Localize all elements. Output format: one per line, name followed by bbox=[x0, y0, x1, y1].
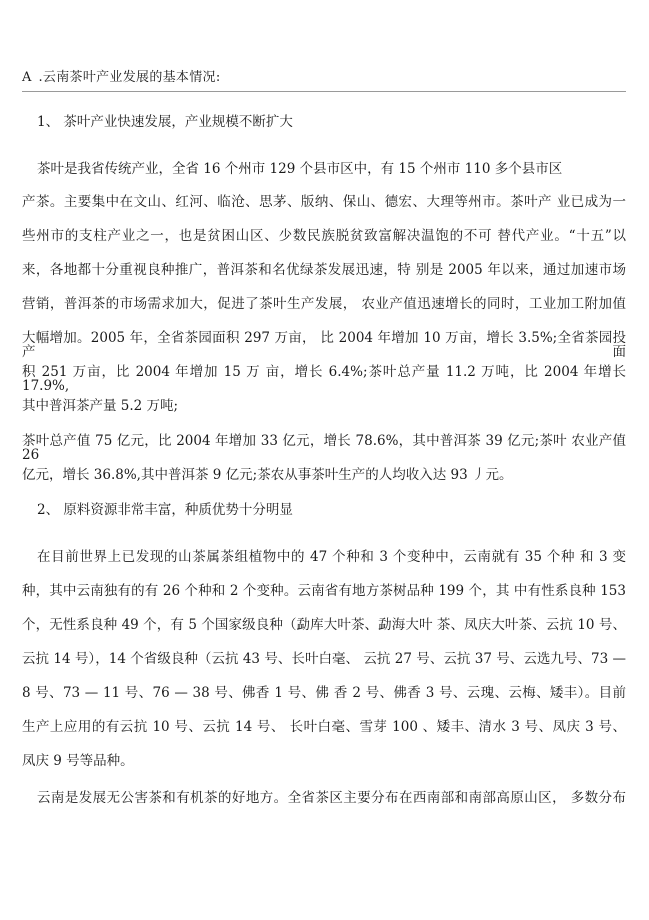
paragraph-line: 个，无性系良种 49 个，有 5 个国家级良种（勐库大叶茶、勐海大叶 茶、凤庆大叶茶、云抗 10 号、 bbox=[22, 617, 626, 633]
paragraph-line: 8 号、73 — 11 号、76 — 38 号、佛香 1 号、佛 香 2 号、佛香 3 号、云瑰、云梅、矮丰）。目前 bbox=[22, 685, 626, 701]
section1-heading: 1、 茶叶产业快速发展，产业规模不断扩大 bbox=[37, 114, 293, 130]
paragraph-line: 种，其中云南独有的有 26 个种和 2 个变种。云南省有地方茶树品种 199 个，其 中有性系良种 153 bbox=[22, 583, 626, 599]
section2-heading: 2、 原料资源非常丰富，种质优势十分明显 bbox=[37, 502, 293, 518]
paragraph-line: 在目前世界上已发现的山茶属茶组植物中的 47 个种和 3 个变种中，云南就有 35 个种 和 3 变 bbox=[37, 549, 626, 565]
paragraph-line: 云抗 14 号），14 个省级良种（云抗 43 号、长叶白毫、 云抗 27 号、云抗 37 号、云选九号、73 — bbox=[22, 651, 626, 667]
section-header: A .云南茶叶产业发展的基本情况: bbox=[22, 66, 626, 92]
paragraph-line: 云南是发展无公害茶和有机茶的好地方。全省茶区主要分布在西南部和南部高原山区， 多数分布 bbox=[37, 790, 626, 806]
paragraph-line: 些州市的支柱产业之一，也是贫困山区、少数民族脱贫致富解决温饱的不可 替代产业。“十五”以 bbox=[22, 228, 626, 244]
paragraph-line: 产茶。主要集中在文山、红河、临沧、思茅、版纳、保山、德宏、大理等州市。茶叶产 业已成为一 bbox=[22, 194, 626, 210]
paragraph-line: 来，各地都十分重视良种推广，普洱茶和名优绿茶发展迅速，特 别是 2005 年以来，通过加速市场 bbox=[22, 262, 626, 278]
paragraph-line: 大幅增加。2005 年，全省茶园面积 297 万亩， 比 2004 年增加 10 万亩，增长 3.5%;全省茶园投产面 bbox=[22, 330, 626, 360]
paragraph-line: 积 251 万亩，比 2004 年增加 15 万 亩，增长 6.4%;茶叶总产量 11.2 万吨，比 2004 年增长 17.9%, bbox=[22, 364, 626, 394]
paragraph-line: 亿元，增长 36.8%,其中普洱茶 9 亿元;茶农从事茶叶生产的人均收入达 93 丿元。 bbox=[22, 467, 513, 483]
paragraph-line: 凤庆 9 号等品种。 bbox=[22, 753, 134, 769]
paragraph-line: 茶叶是我省传统产业，全省 16 个州市 129 个县市区中，有 15 个州市 110 多个县市区 bbox=[37, 161, 563, 177]
paragraph-line: 营销，普洱茶的市场需求加大，促进了茶叶生产发展， 农业产值迅速增长的同时，工业加工附加值 bbox=[22, 296, 626, 312]
paragraph-line: 生产上应用的有云抗 10 号、云抗 14 号、 长叶白毫、雪芽 100 、矮丰、清水 3 号、凤庆 3 号、 bbox=[22, 719, 626, 735]
paragraph-line: 其中普洱茶产量 5.2 万吨; bbox=[22, 398, 179, 414]
paragraph-line: 茶叶总产值 75 亿元，比 2004 年增加 33 亿元，增长 78.6%，其中普洱茶 39 亿元;茶叶 农业产值 26 bbox=[22, 433, 626, 463]
